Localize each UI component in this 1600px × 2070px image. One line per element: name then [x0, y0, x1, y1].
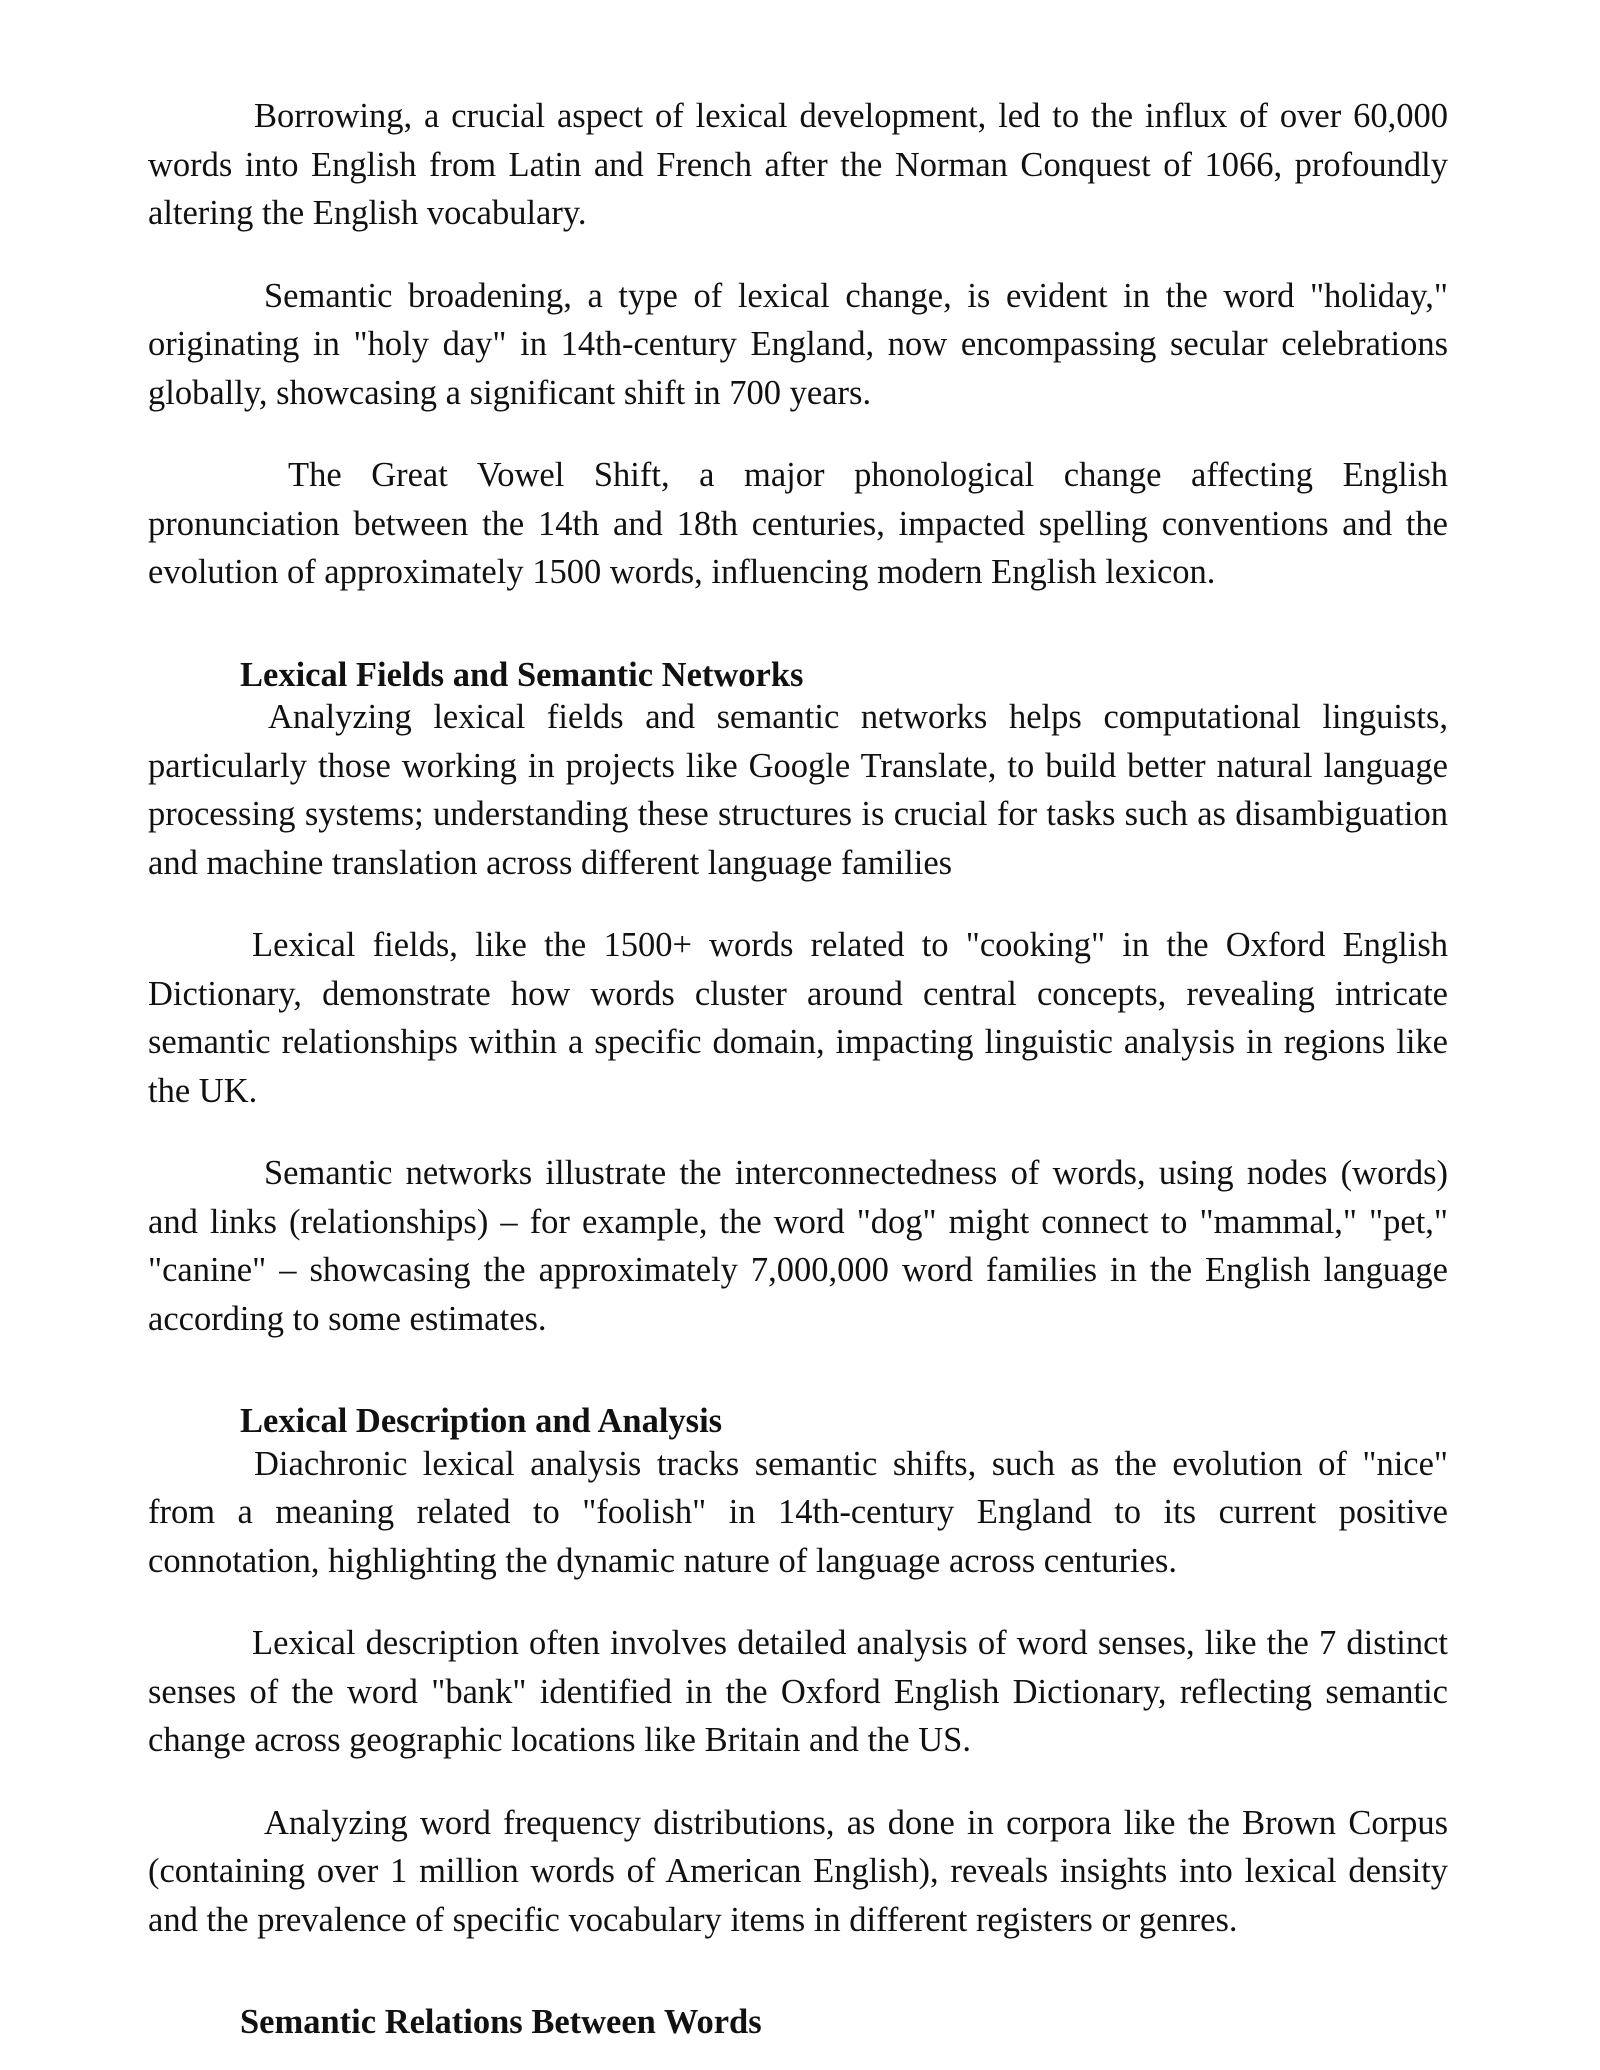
section-heading-semantic-relations: Semantic Relations Between Words	[240, 2003, 762, 2041]
paragraph-computational-linguists: Analyzing lexical fields and semantic networks helps computational linguists, particularly those working in projects like Google Translate, to build better natural language processing systems; understanding these structures is crucial for tasks such as disambiguation and machine translation across different language families	[148, 698, 1448, 882]
paragraph-diachronic-analysis: Diachronic lexical analysis tracks semantic shifts, such as the evolution of "nice" from a meaning related to "foolish" in 14th-century England to its current positive connotation, highlighting the dynamic nature of language across centuries.	[148, 1444, 1448, 1580]
section-heading-lexical-fields: Lexical Fields and Semantic Networks	[240, 655, 804, 694]
paragraph-semantic-broadening: Semantic broadening, a type of lexical change, is evident in the word "holiday," originating in "holy day" in 14th-century England, now encompassing secular celebrations globally, showcasing a significant shift in 700 years.	[148, 276, 1448, 412]
paragraph-word-frequency: Analyzing word frequency distributions, as done in corpora like the Brown Corpus (containing over 1 million words of American English), reveals insights into lexical density and the prevalence of specific vocabulary items in different registers or genres.	[148, 1803, 1448, 1939]
paragraph-word-senses-bank: Lexical description often involves detailed analysis of word senses, like the 7 distinct senses of the word "bank" identified in the Oxford English Dictionary, reflecting semantic change across geographic locations like Britain and the US.	[148, 1624, 1448, 1759]
section-heading-lexical-description: Lexical Description and Analysis	[240, 1402, 723, 1440]
paragraph-lexical-fields-cooking: Lexical fields, like the 1500+ words related to "cooking" in the Oxford English Dictionary, demonstrate how words cluster around central concepts, revealing intricate semantic relationships within a specific domain, impacting linguistic analysis in regions like the UK.	[148, 926, 1448, 1110]
paragraph-semantic-networks: Semantic networks illustrate the interconnectedness of words, using nodes (words) and links (relationships) – for example, the word "dog" might connect to "mammal," "pet," "canine" – showcasing the approximately 7,000,000 word families in the English language according to some estimates.	[148, 1154, 1448, 1338]
paragraph-great-vowel-shift: The Great Vowel Shift, a major phonological change affecting English pronunciation between the 14th and 18th centuries, impacted spelling conventions and the evolution of approximately 1500 words, influencing modern English lexicon.	[148, 456, 1448, 591]
document-page	[148, 92, 1448, 2047]
paragraph-borrowing: Borrowing, a crucial aspect of lexical development, led to the influx of over 60,000 words into English from Latin and French after the Norman Conquest of 1066, profoundly altering the English vocabulary.	[148, 97, 1448, 232]
